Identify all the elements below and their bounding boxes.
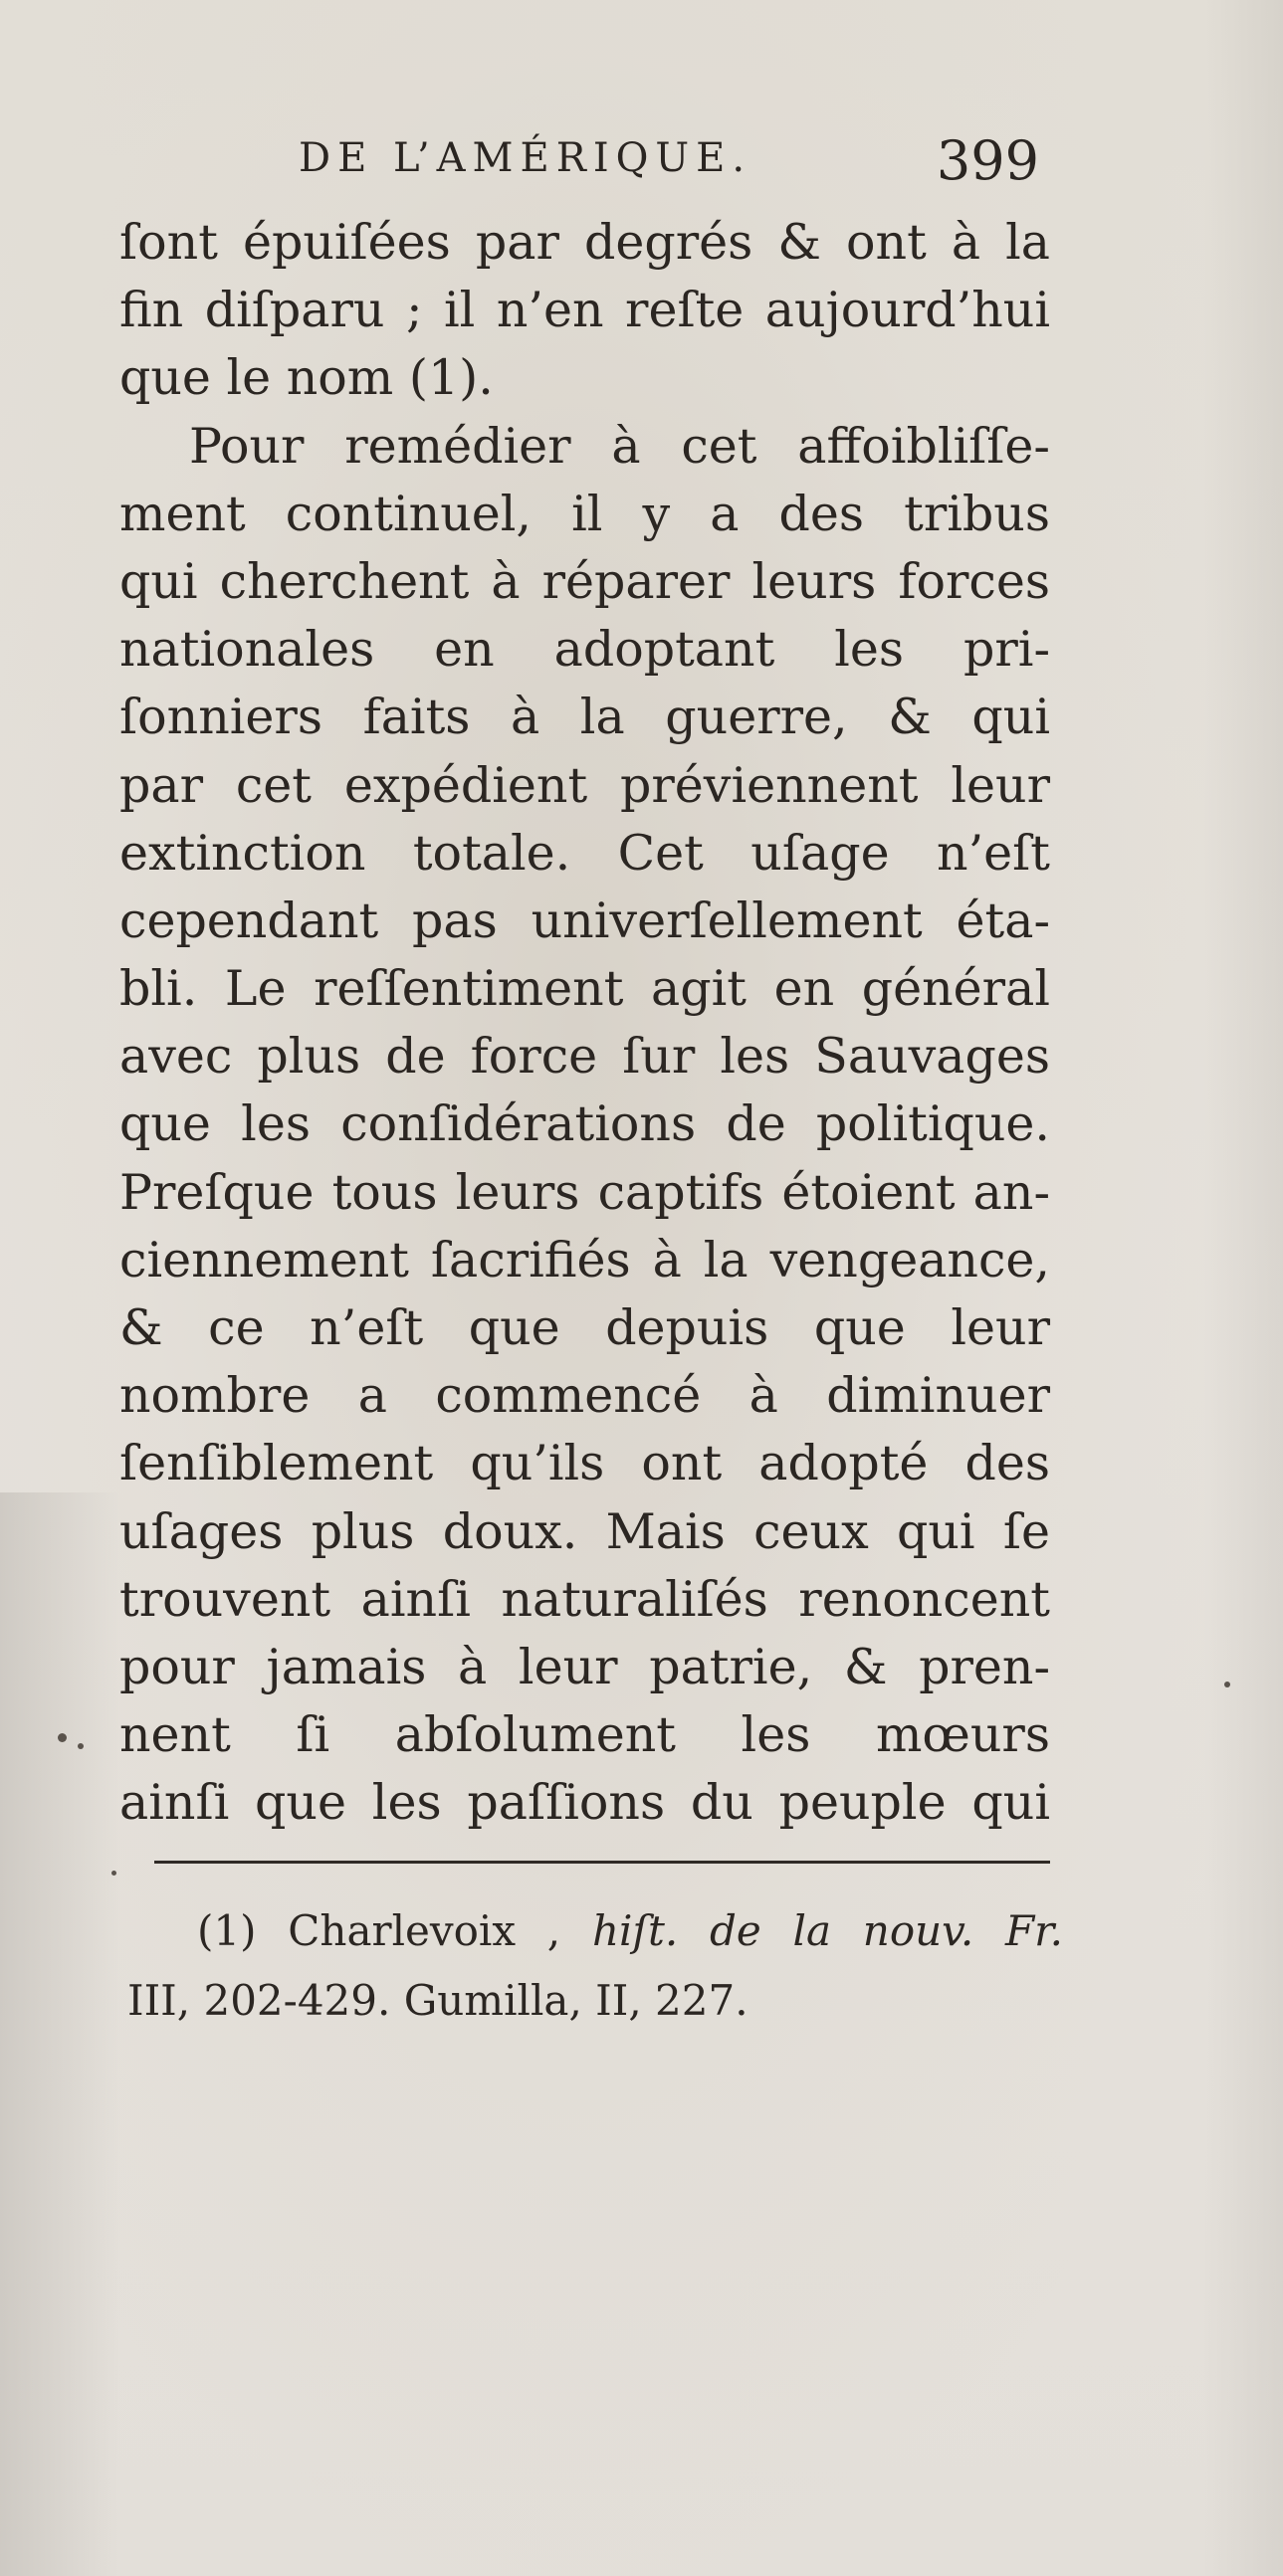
text-line: trouvent ainſi naturaliſés renoncent bbox=[119, 1570, 1050, 1628]
text-line: nationales en adoptant les pri- bbox=[119, 621, 1050, 679]
text-line: ſenſiblement qu’ils ont adopté des bbox=[119, 1435, 1050, 1492]
text-line: nent ſi abſolument les mœurs bbox=[119, 1706, 1050, 1764]
text-line: ſont épuiſées par degrés & ont à la bbox=[119, 214, 1050, 271]
paper-speck bbox=[111, 1871, 116, 1876]
text-line: par cet expédient préviennent leur bbox=[119, 756, 1050, 814]
footnote-line bbox=[127, 1896, 1063, 1966]
text-line: fin diſparu ; il n’en reſte aujourd’hui bbox=[119, 282, 1050, 339]
text-line: nombre a commencé à diminuer bbox=[119, 1367, 1050, 1425]
text-line: Pour remédier à cet affoibliſſe- bbox=[189, 417, 1050, 475]
text-line: uſages plus doux. Mais ceux qui ſe bbox=[119, 1502, 1050, 1560]
paper-speck bbox=[78, 1743, 84, 1749]
text-line: ment continuel, il y a des tribus bbox=[119, 485, 1050, 542]
running-title: DE L’AMÉRIQUE. bbox=[299, 135, 752, 181]
text-line: avec plus de force ſur les Sauvages bbox=[119, 1028, 1050, 1086]
footnote-reference: (1) Charlevoix , bbox=[197, 1906, 561, 1955]
page-header bbox=[299, 129, 1055, 199]
text-line: pour jamais à leur patrie, & pren- bbox=[119, 1638, 1050, 1695]
text-line: ciennement ſacrifiés à la vengeance, bbox=[119, 1231, 1050, 1288]
text-line: que le nom (1). bbox=[119, 349, 494, 407]
body-text bbox=[119, 209, 1050, 1838]
text-line: ſonniers faits à la guerre, & qui bbox=[119, 689, 1050, 746]
text-line: extinction totale. Cet uſage n’eſt bbox=[119, 824, 1050, 882]
text-line: & ce n’eſt que depuis que leur bbox=[119, 1299, 1050, 1356]
footnote-italic-title: hiſt. de la nouv. Fr. bbox=[591, 1906, 1063, 1955]
text-line: Preſque tous leurs captifs étoient an- bbox=[119, 1163, 1050, 1221]
text-line: bli. Le reſſentiment agit en général bbox=[119, 960, 1050, 1018]
footnote-rule bbox=[154, 1861, 1050, 1864]
page-shadow-right bbox=[1203, 0, 1283, 2576]
text-line: qui cherchent à réparer leurs forces bbox=[119, 552, 1050, 610]
paper-speck bbox=[1224, 1682, 1230, 1687]
text-line: que les conſidérations de politique. bbox=[119, 1095, 1050, 1153]
footnote-line: III, 202-429. Gumilla, II, 227. bbox=[127, 1976, 748, 2025]
text-line: cependant pas univerſellement éta- bbox=[119, 892, 1050, 949]
text-line: ainſi que les paſſions du peuple qui bbox=[119, 1774, 1050, 1832]
page-number: 399 bbox=[936, 129, 1039, 192]
page-shadow-left bbox=[0, 1492, 119, 2576]
paper-speck bbox=[58, 1733, 67, 1742]
footnote bbox=[127, 1896, 1063, 2036]
